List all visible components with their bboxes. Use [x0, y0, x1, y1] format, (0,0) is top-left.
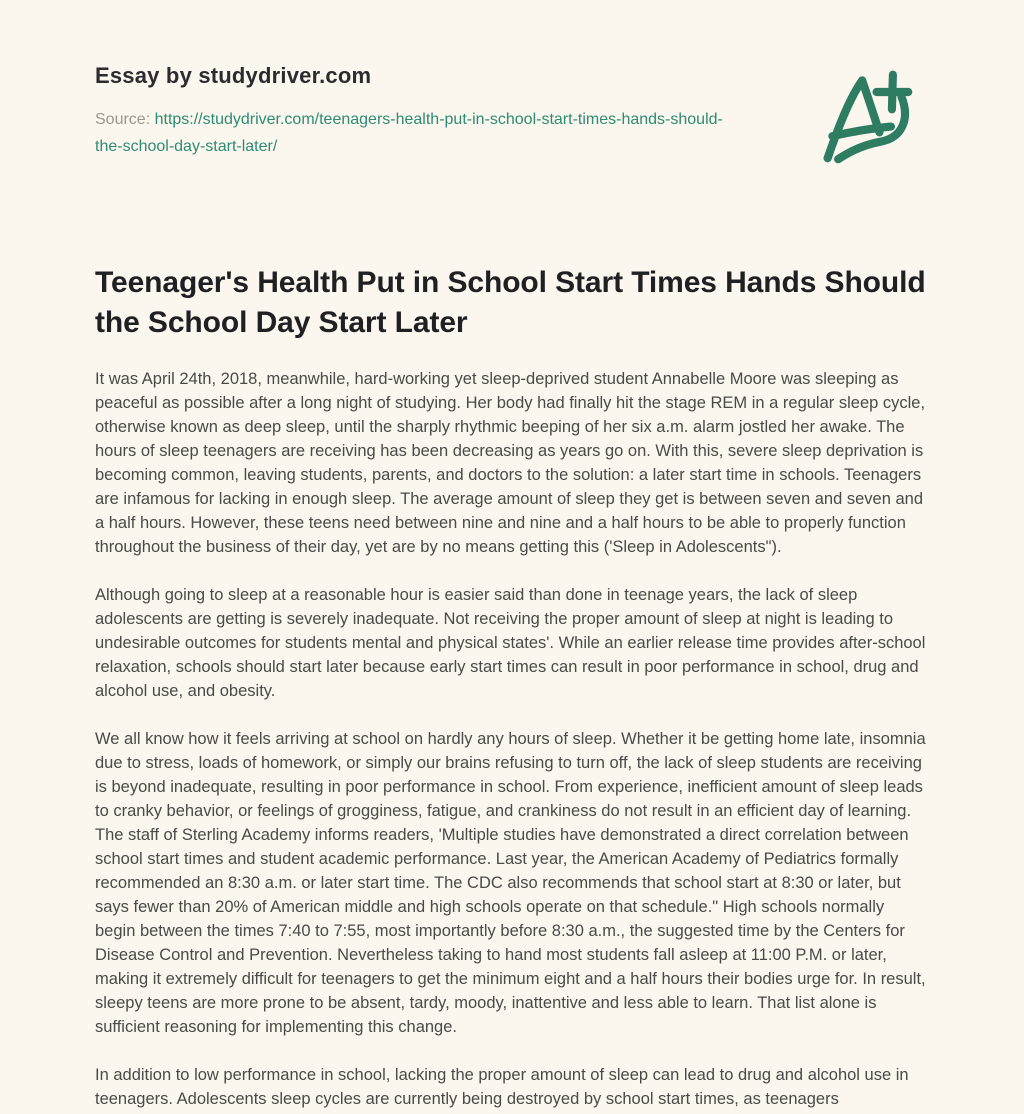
a-plus-logo-icon — [818, 68, 914, 164]
essay-title: Teenager's Health Put in School Start Times Hands Should the School Day Start Later — [95, 266, 926, 339]
site-title: Essay by studydriver.com — [95, 63, 372, 88]
essay-body — [95, 367, 928, 1111]
source-line — [95, 106, 735, 160]
essay-main — [95, 263, 928, 1111]
essay-paragraph: In addition to low performance in school, lacking the proper amount of sleep can lead to drug and alcohol use in teenagers. Adolescents sleep cycles are currently being destroyed by school start times, as teenagers — [95, 1066, 909, 1108]
essay-paragraph: Although going to sleep at a reasonable hour is easier said than done in teenage years, the lack of sleep adolescents are getting is severely inadequate. Not receiving the proper amount of sleep at night is leading to undesirable outcomes for students mental and physical states'. While an earlier release time provides after-school relaxation, schools should start later because early start times can result in poor performance in school, drug and alcohol use, and obesity. — [95, 586, 926, 700]
essay-paragraph: We all know how it feels arriving at school on hardly any hours of sleep. Whether it be getting home late, insomnia due to stress, loads of homework, or simply our brains refusing to turn off, the lack of sleep students are receiving is beyond inadequate, resulting in poor performance in school. From experience, inefficient amount of sleep leads to cranky behavior, or feelings of grogginess, fatigue, and crankiness do not result in an efficient day of learning. The staff of Sterling Academy informs readers, 'Multiple studies have demonstrated a direct correlation between school start times and student academic performance. Last year, the American Academy of Pediatrics formally recommended an 8:30 a.m. or later start time. The CDC also recommends that school start at 8:30 or later, but says fewer than 20% of American middle and high schools operate on that schedule." High schools normally begin between the times 7:40 to 7:55, most importantly before 8:30 a.m., the suggested time by the Centers for Disease Control and Prevention. Nevertheless taking to hand most students fall asleep at 11:00 P.M. or later, making it extremely difficult for teenagers to get the minimum eight and a half hours their bodies urge for. In result, sleepy teens are more prone to be absent, tardy, moody, inattentive and less able to learn. That list alone is sufficient reasoning for implementing this change. — [95, 730, 926, 1036]
page-header — [95, 62, 928, 164]
source-url-link[interactable]: https://studydriver.com/teenagers-health-put-in-school-start-times-hands-should-the-school-day-start-later/ — [95, 111, 723, 155]
source-label: Source: — [95, 111, 151, 128]
essay-paragraph: It was April 24th, 2018, meanwhile, hard-working yet sleep-deprived student Annabelle Moore was sleeping as peaceful as possible after a long night of studying. Her body had finally hit the stage REM in a regular sleep cycle, otherwise known as deep sleep, until the sharply rhythmic beeping of her six a.m. alarm jostled her awake. The hours of sleep teenagers are receiving has been decreasing as years go on. With this, severe sleep deprivation is becoming common, leaving students, parents, and doctors to the solution: a later start time in schools. Teenagers are infamous for lacking in enough sleep. The average amount of sleep they get is between seven and seven and a half hours. However, these teens need between nine and nine and a half hours to be able to properly function throughout the business of their day, yet are by no means getting this ('Sleep in Adolescents"). — [95, 370, 926, 556]
header-text-block — [95, 62, 735, 160]
